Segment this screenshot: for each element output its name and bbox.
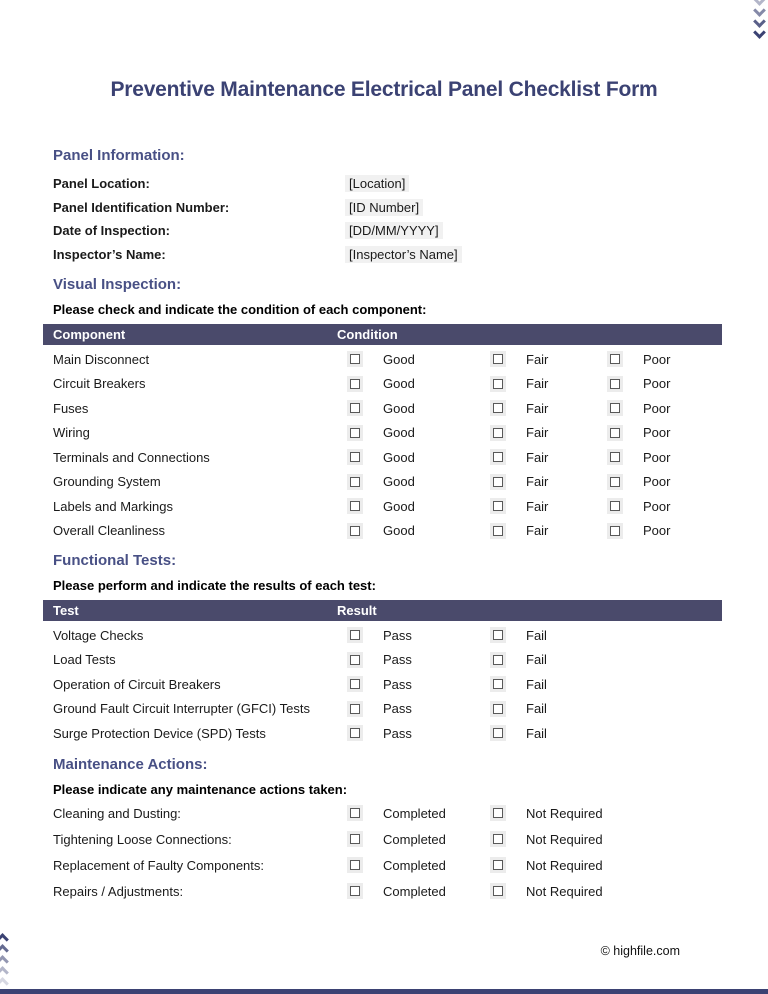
chevron-up-icon xyxy=(0,978,7,989)
option-good xyxy=(347,425,415,441)
component-row xyxy=(43,470,722,495)
checkbox[interactable] xyxy=(347,425,363,441)
component-row xyxy=(43,494,722,519)
field-label: Inspector’s Name: xyxy=(53,246,166,262)
maintenance-actions-heading: Maintenance Actions: xyxy=(53,756,208,773)
checkbox-box xyxy=(493,501,503,511)
option-label: Fail xyxy=(526,701,547,717)
action-row xyxy=(43,852,722,878)
option-label: Not Required xyxy=(526,805,603,821)
test-table-body xyxy=(43,623,722,746)
checkbox-box xyxy=(493,477,503,487)
checkbox-box xyxy=(610,428,620,438)
field-label: Panel Location: xyxy=(53,176,150,192)
checkbox[interactable] xyxy=(347,523,363,539)
option-poor xyxy=(607,449,670,465)
checkbox-box xyxy=(350,501,360,511)
action-row xyxy=(43,878,722,904)
option-fail xyxy=(490,627,547,643)
option-label: Poor xyxy=(643,400,671,416)
option-label: Good xyxy=(383,400,415,416)
checkbox-box xyxy=(493,630,503,640)
row-label: Operation of Circuit Breakers xyxy=(53,676,221,692)
option-label: Fair xyxy=(526,498,549,514)
option-label: Good xyxy=(383,523,415,539)
option-good xyxy=(347,400,415,416)
checkbox-box xyxy=(350,354,360,364)
checkbox[interactable] xyxy=(490,351,506,367)
row-label: Repairs / Adjustments: xyxy=(53,883,184,899)
option-fair xyxy=(490,351,548,367)
checkbox-box xyxy=(610,526,620,536)
option-poor xyxy=(607,474,670,490)
maintenance-actions-body xyxy=(43,800,722,904)
option-pass xyxy=(347,676,412,692)
option-fail xyxy=(490,701,547,717)
option-completed xyxy=(347,857,446,873)
option-pass xyxy=(347,725,412,741)
component-row xyxy=(43,347,722,372)
checkbox-box xyxy=(350,704,360,714)
option-good xyxy=(347,376,415,392)
footer-credit: © highfile.com xyxy=(600,944,680,958)
option-pass xyxy=(347,627,412,643)
checkbox-box xyxy=(350,860,360,870)
option-completed xyxy=(347,831,446,847)
option-label: Good xyxy=(383,351,415,367)
checkbox[interactable] xyxy=(347,676,363,692)
component-row xyxy=(43,445,722,470)
field-label: Panel Identification Number: xyxy=(53,199,230,215)
chevron-down-icon-group xyxy=(755,0,764,38)
checkbox[interactable] xyxy=(607,400,623,416)
option-fail xyxy=(490,676,547,692)
option-good xyxy=(347,449,415,465)
maintenance-actions-section xyxy=(43,756,722,904)
checkbox-box xyxy=(350,452,360,462)
option-fail xyxy=(490,652,547,668)
option-label: Completed xyxy=(383,857,446,873)
option-label: Good xyxy=(383,498,415,514)
checkbox-box xyxy=(350,526,360,536)
option-not-required xyxy=(490,831,603,847)
page-title: Preventive Maintenance Electrical Panel Checklist Form xyxy=(110,78,658,101)
checkbox[interactable] xyxy=(347,449,363,465)
option-fair xyxy=(490,400,548,416)
option-label: Pass xyxy=(383,725,412,741)
checkbox-box xyxy=(350,403,360,413)
checkbox-box xyxy=(350,428,360,438)
field-row xyxy=(43,219,722,243)
option-fair xyxy=(490,498,548,514)
checkbox[interactable] xyxy=(490,627,506,643)
checkbox-box xyxy=(493,428,503,438)
checkbox-box xyxy=(493,808,503,818)
panel-information-fields xyxy=(43,172,722,266)
checkbox-box xyxy=(350,655,360,665)
checkbox[interactable] xyxy=(347,376,363,392)
option-label: Poor xyxy=(643,449,671,465)
checkbox[interactable] xyxy=(347,725,363,741)
component-table-body xyxy=(43,347,722,543)
checkbox[interactable] xyxy=(490,449,506,465)
option-fair xyxy=(490,523,548,539)
checkbox-box xyxy=(350,379,360,389)
option-label: Good xyxy=(383,449,415,465)
option-completed xyxy=(347,883,446,899)
option-label: Poor xyxy=(643,425,671,441)
chevron-up-icon xyxy=(0,945,7,956)
chevron-up-icon-group xyxy=(0,934,7,989)
checkbox[interactable] xyxy=(347,883,363,899)
checkbox[interactable] xyxy=(347,652,363,668)
option-label: Pass xyxy=(383,676,412,692)
checkbox-box xyxy=(493,403,503,413)
option-label: Fail xyxy=(526,676,547,692)
field-value-placeholder[interactable]: [Location] xyxy=(345,175,409,192)
option-label: Completed xyxy=(383,883,446,899)
panel-information-section xyxy=(43,147,722,266)
checkbox-box xyxy=(493,860,503,870)
option-label: Poor xyxy=(643,498,671,514)
checkbox[interactable] xyxy=(490,652,506,668)
option-label: Pass xyxy=(383,652,412,668)
checkbox-box xyxy=(610,477,620,487)
option-poor xyxy=(607,351,670,367)
checkbox-box xyxy=(493,834,503,844)
action-row xyxy=(43,826,722,852)
option-label: Poor xyxy=(643,474,671,490)
row-label: Grounding System xyxy=(53,474,161,490)
checkbox[interactable] xyxy=(490,498,506,514)
checkbox[interactable] xyxy=(490,831,506,847)
option-label: Fail xyxy=(526,725,547,741)
checkbox[interactable] xyxy=(347,627,363,643)
option-label: Completed xyxy=(383,831,446,847)
option-good xyxy=(347,474,415,490)
checkbox-box xyxy=(493,452,503,462)
option-pass xyxy=(347,701,412,717)
row-label: Labels and Markings xyxy=(53,498,173,514)
row-label: Tightening Loose Connections: xyxy=(53,831,232,847)
option-label: Pass xyxy=(383,627,412,643)
column-header-condition: Condition xyxy=(337,327,398,342)
option-fair xyxy=(490,425,548,441)
option-completed xyxy=(347,805,446,821)
option-fair xyxy=(490,376,548,392)
row-label: Load Tests xyxy=(53,652,116,668)
option-label: Fair xyxy=(526,400,549,416)
option-label: Fair xyxy=(526,474,549,490)
column-header-result: Result xyxy=(337,603,377,618)
checkbox[interactable] xyxy=(607,425,623,441)
option-not-required xyxy=(490,805,603,821)
option-label: Fair xyxy=(526,449,549,465)
field-value-placeholder[interactable]: [DD/MM/YYYY] xyxy=(345,222,443,239)
checkbox[interactable] xyxy=(490,523,506,539)
checkbox[interactable] xyxy=(347,474,363,490)
option-not-required xyxy=(490,883,603,899)
checkbox[interactable] xyxy=(490,376,506,392)
checkbox[interactable] xyxy=(607,351,623,367)
checkbox[interactable] xyxy=(490,425,506,441)
option-label: Fair xyxy=(526,376,549,392)
checkbox-box xyxy=(610,452,620,462)
checkbox[interactable] xyxy=(490,676,506,692)
component-table-header xyxy=(43,324,722,345)
row-label: Replacement of Faulty Components: xyxy=(53,857,264,873)
row-label: Fuses xyxy=(53,400,89,416)
checkbox[interactable] xyxy=(607,498,623,514)
chevron-up-icon xyxy=(0,967,7,978)
column-header-component: Component xyxy=(53,327,126,342)
field-row xyxy=(43,196,722,220)
row-label: Overall Cleanliness xyxy=(53,523,165,539)
option-poor xyxy=(607,498,670,514)
option-not-required xyxy=(490,857,603,873)
checkbox-box xyxy=(350,679,360,689)
checkbox-box xyxy=(350,808,360,818)
field-value-placeholder[interactable]: [Inspector’s Name] xyxy=(345,246,462,263)
option-label: Completed xyxy=(383,805,446,821)
checkbox[interactable] xyxy=(490,883,506,899)
chevron-down-icon xyxy=(755,27,764,38)
checkbox-box xyxy=(610,501,620,511)
test-row xyxy=(43,672,722,697)
option-fair xyxy=(490,449,548,465)
test-row xyxy=(43,697,722,722)
option-label: Poor xyxy=(643,351,671,367)
test-row xyxy=(43,648,722,673)
checkbox-box xyxy=(493,728,503,738)
checkbox[interactable] xyxy=(347,857,363,873)
option-good xyxy=(347,523,415,539)
checkbox-box xyxy=(493,526,503,536)
checkbox[interactable] xyxy=(607,449,623,465)
checkbox-box xyxy=(493,354,503,364)
checkbox-box xyxy=(350,477,360,487)
row-label: Surge Protection Device (SPD) Tests xyxy=(53,725,266,741)
checkbox-box xyxy=(350,728,360,738)
option-label: Good xyxy=(383,376,415,392)
checkbox-box xyxy=(610,379,620,389)
field-label: Date of Inspection: xyxy=(53,223,171,239)
test-row xyxy=(43,721,722,746)
option-fair xyxy=(490,474,548,490)
option-label: Fair xyxy=(526,523,549,539)
column-header-test: Test xyxy=(53,603,79,618)
checkbox-box xyxy=(493,679,503,689)
option-label: Poor xyxy=(643,376,671,392)
field-row xyxy=(43,172,722,196)
component-row xyxy=(43,519,722,544)
row-label: Circuit Breakers xyxy=(53,376,146,392)
option-label: Poor xyxy=(643,523,671,539)
row-label: Wiring xyxy=(53,425,90,441)
visual-inspection-heading: Visual Inspection: xyxy=(53,276,182,293)
checkbox[interactable] xyxy=(490,725,506,741)
checkbox[interactable] xyxy=(347,498,363,514)
component-row xyxy=(43,396,722,421)
option-label: Not Required xyxy=(526,857,603,873)
option-label: Not Required xyxy=(526,831,603,847)
option-poor xyxy=(607,400,670,416)
checkbox[interactable] xyxy=(607,474,623,490)
checkbox[interactable] xyxy=(490,857,506,873)
component-row xyxy=(43,421,722,446)
checkbox-box xyxy=(350,630,360,640)
option-label: Fail xyxy=(526,652,547,668)
checkbox[interactable] xyxy=(347,701,363,717)
checkbox[interactable] xyxy=(347,351,363,367)
option-label: Good xyxy=(383,425,415,441)
checkbox-box xyxy=(493,886,503,896)
checkbox[interactable] xyxy=(490,701,506,717)
row-label: Terminals and Connections xyxy=(53,449,210,465)
checkbox[interactable] xyxy=(607,523,623,539)
checkbox[interactable] xyxy=(607,376,623,392)
functional-tests-section xyxy=(43,552,722,746)
chevron-up-icon xyxy=(0,956,7,967)
field-value-placeholder[interactable]: [ID Number] xyxy=(345,199,423,216)
checkbox[interactable] xyxy=(490,474,506,490)
option-good xyxy=(347,351,415,367)
visual-inspection-instruction: Please check and indicate the condition of each component: xyxy=(53,302,427,317)
option-label: Good xyxy=(383,474,415,490)
row-label: Ground Fault Circuit Interrupter (GFCI) Tests xyxy=(53,701,310,717)
option-label: Fair xyxy=(526,425,549,441)
bottom-accent-bar xyxy=(0,989,768,994)
functional-tests-heading: Functional Tests: xyxy=(53,552,177,569)
panel-information-heading: Panel Information: xyxy=(53,147,185,164)
visual-inspection-section xyxy=(43,276,722,543)
checkbox-box xyxy=(493,655,503,665)
checkbox-box xyxy=(610,354,620,364)
option-label: Not Required xyxy=(526,883,603,899)
option-poor xyxy=(607,523,670,539)
option-poor xyxy=(607,376,670,392)
row-label: Voltage Checks xyxy=(53,627,144,643)
checkbox-box xyxy=(350,886,360,896)
chevron-up-icon xyxy=(0,934,7,945)
maintenance-actions-instruction: Please indicate any maintenance actions taken: xyxy=(53,782,348,797)
option-label: Pass xyxy=(383,701,412,717)
functional-tests-instruction: Please perform and indicate the results of each test: xyxy=(53,578,376,593)
checkbox-box xyxy=(610,403,620,413)
option-fail xyxy=(490,725,547,741)
checkbox-box xyxy=(493,379,503,389)
checkbox-box xyxy=(493,704,503,714)
option-pass xyxy=(347,652,412,668)
row-label: Cleaning and Dusting: xyxy=(53,805,181,821)
option-label: Fair xyxy=(526,351,549,367)
checkbox[interactable] xyxy=(490,805,506,821)
checkbox[interactable] xyxy=(490,400,506,416)
test-row xyxy=(43,623,722,648)
checkbox-box xyxy=(350,834,360,844)
checkbox[interactable] xyxy=(347,805,363,821)
checkbox[interactable] xyxy=(347,831,363,847)
option-label: Fail xyxy=(526,627,547,643)
test-table-header xyxy=(43,600,722,621)
field-row xyxy=(43,243,722,267)
component-row xyxy=(43,372,722,397)
checkbox[interactable] xyxy=(347,400,363,416)
option-poor xyxy=(607,425,670,441)
action-row xyxy=(43,800,722,826)
row-label: Main Disconnect xyxy=(53,351,150,367)
option-good xyxy=(347,498,415,514)
